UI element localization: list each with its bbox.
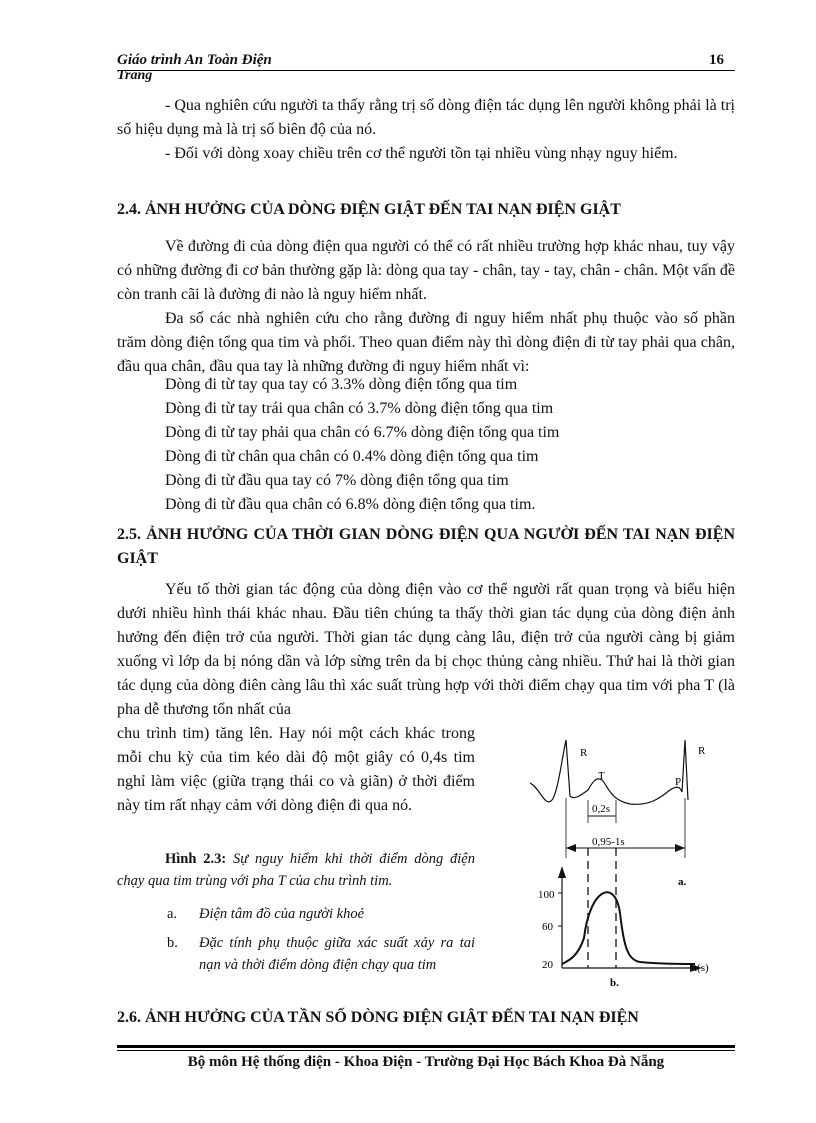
plot-y-tick: 60 xyxy=(542,921,553,933)
plot-y-tick: 20 xyxy=(542,959,553,971)
header-divider xyxy=(117,70,735,71)
figure-item-a xyxy=(117,903,475,925)
ecg-label-t: T xyxy=(598,770,605,782)
section-2-5-title: 2.5. ẢNH HƯỞNG CỦA THỜI GIAN DÒNG ĐIỆN QUA NGƯỜI ĐẾN TAI NẠN ĐIỆN GIẬT xyxy=(117,526,735,567)
probability-curve xyxy=(562,892,695,964)
figure-caption-text: Sự nguy hiểm khi thời điểm dòng điện chạy qua tim trùng với pha T của chu trình tim. xyxy=(117,851,475,889)
footer-text: Bộ môn Hệ thống điện - Khoa Điện - Trường Đại Học Bách Khoa Đà Nẵng xyxy=(187,1054,665,1070)
figure-caption-label: Hình 2.3: xyxy=(165,851,227,867)
section-2-4-paragraph-2: Đa số các nhà nghiên cứu cho rằng đường đi nguy hiểm nhất phụ thuộc vào số phần trăm dòng điện tổng qua tim và phổi. Theo quan điểm này thì dòng điện đi từ tay phải qua chân, đầu qua chân, đầu qua tay là những đường đi nguy hiểm nhất vì: xyxy=(117,310,735,375)
page-number: 16 xyxy=(709,52,724,68)
list-item: Dòng đi từ đầu qua tay có 7% dòng điện tổng qua tim xyxy=(165,472,509,489)
ecg-label-r-right: R xyxy=(698,745,706,757)
figure-item-a-text: Điện tâm đồ của người khoẻ xyxy=(199,906,365,922)
header-trang: Trang xyxy=(117,68,153,83)
header-title: Giáo trình An Toàn Điện xyxy=(117,52,272,68)
figure-item-a-key: a. xyxy=(167,906,178,922)
footer-divider-thin xyxy=(117,1050,735,1051)
panel-label-a: a. xyxy=(678,876,687,888)
arrow-right xyxy=(675,844,685,852)
ecg-label-r-left: R xyxy=(580,747,588,759)
section-2-4-paragraph-1: Về đường đi của dòng điện qua người có thể có rất nhiều trường hợp khác nhau, tuy vậy có những đường đi cơ bản thường gặp là: dòng qua tay - chân, tay - tay, chân - chân. Một vấn đề còn tranh cãi là đường đi nào là nguy hiểm nhất. xyxy=(117,238,735,303)
section-2-5-paragraph-2: chu trình tim) tăng lên. Hay nói một cách khác trong mỗi chu kỳ của tim kéo dài độ một giây có 0,4s tim nghỉ làm việc (giữa trạng thái co và giãn) ở thời điểm này tim rất nhạy cảm với dòng điện đi qua nó. xyxy=(117,725,475,814)
list-item: Dòng đi từ đầu qua chân có 6.8% dòng điện tổng qua tim. xyxy=(165,496,536,513)
figure-item-b xyxy=(117,932,475,976)
section-2-4-title: 2.4. ẢNH HƯỞNG CỦA DÒNG ĐIỆN GIẬT ĐẾN TAI NẠN ĐIỆN GIẬT xyxy=(117,201,621,218)
ecg-waveform xyxy=(530,740,688,804)
ecg-label-p: P xyxy=(675,776,682,788)
arrow-left xyxy=(566,844,576,852)
figure-item-b-text: Đặc tính phụ thuộc giữa xác suất xảy ra tai nạn và thời điểm dòng điện chạy qua tim xyxy=(199,935,475,973)
panel-label-b: b. xyxy=(610,977,619,989)
footer-divider-thick xyxy=(117,1045,735,1048)
list-item: Dòng đi từ tay trái qua chân có 3.7% dòng điện tổng qua tim xyxy=(165,400,554,417)
plot-x-label: t(s) xyxy=(694,962,709,974)
paragraph-2: - Đối với dòng xoay chiều trên cơ thể người tồn tại nhiều vùng nhạy nguy hiểm. xyxy=(165,145,678,162)
section-2-5-paragraph-1: Yếu tố thời gian tác động của dòng điện vào cơ thể người rất quan trọng và biểu hiện dưới nhiều hình thái khác nhau. Đầu tiên chúng ta thấy thời gian tác dụng của dòng điện ảnh hưởng đến điện trở của người. Thời gian tác dụng càng lâu, điện trở của người càng bị giảm xuống vì lớp da bị nóng dần và lớp sừng trên da bị chọc thủng càng nhiều. Thứ hai là thời gian tác dụng của dòng điên càng lâu thì xác suất trùng hợp với thời điểm chạy qua tim với pha T (là pha dễ thương tổn nhất của xyxy=(117,581,735,718)
figure-2-3 xyxy=(500,728,740,998)
list-item: Dòng đi từ tay phải qua chân có 6.7% dòng điện tổng qua tim xyxy=(165,424,560,441)
list-item: Dòng đi từ chân qua chân có 0.4% dòng điện tổng qua tim xyxy=(165,448,539,465)
plot-y-tick: 100 xyxy=(538,889,555,901)
figure-caption xyxy=(117,848,475,892)
interval-long-label: 0,95-1s xyxy=(592,836,625,848)
figure-item-b-key: b. xyxy=(167,935,178,951)
plot-y-arrow xyxy=(558,866,566,878)
section-2-6-title: 2.6. ẢNH HƯỞNG CỦA TẦN SỐ DÒNG ĐIỆN GIẬT ĐẾN TAI NẠN ĐIỆN xyxy=(117,1009,639,1026)
interval-short-label: 0,2s xyxy=(592,803,611,815)
paragraph-1: - Qua nghiên cứu người ta thấy rằng trị số dòng điện tác dụng lên người không phải là trị số hiệu dụng mà là trị số biên độ của nó. xyxy=(117,97,735,138)
list-item: Dòng đi từ tay qua tay có 3.3% dòng điện tổng qua tim xyxy=(165,376,518,393)
